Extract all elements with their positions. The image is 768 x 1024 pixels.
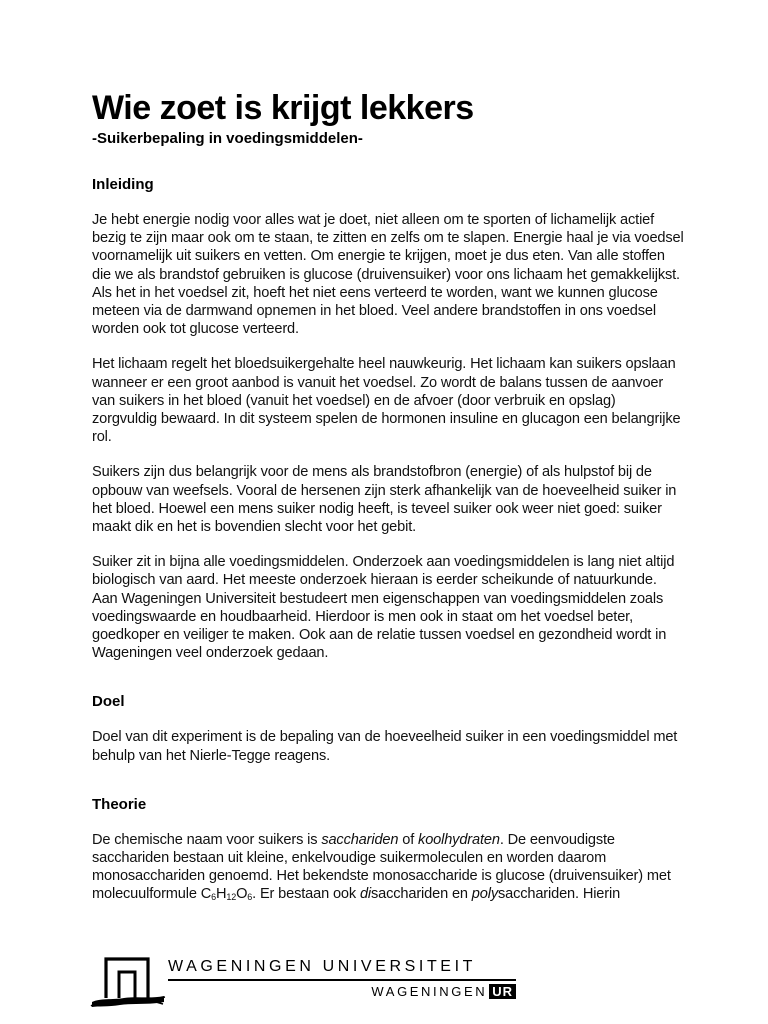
emphasis-koolhydraten: koolhydraten bbox=[418, 831, 500, 848]
section-heading-inleiding: Inleiding bbox=[92, 176, 154, 193]
footer-logo bbox=[90, 952, 520, 1008]
paragraph: Suiker zit in bijna alle voedingsmiddelen. Onderzoek aan voedingsmiddelen is lang niet altijd biologisch van aard. Het meeste onderzoek hieraan is eerder scheikunde of natuurkunde. Aan Wageningen Universiteit bestudeert men eigenschappen van voedingsmiddelen zoals voedingswaarde en houdbaarheid. Hierdoor is men ook in staat om het voedsel beter, goedkoper en veiliger te maken. Ook aan de relatie tussen voedsel en gezondheid wordt in Wageningen veel onderzoek gedaan. bbox=[92, 554, 675, 662]
emphasis-di: di bbox=[359, 886, 371, 903]
emphasis-sacchariden: sacchariden bbox=[321, 831, 399, 848]
text-run: De chemische naam voor suikers is bbox=[92, 831, 322, 848]
university-name: WAGENINGEN UNIVERSITEIT bbox=[168, 958, 477, 975]
paragraph-theorie bbox=[92, 831, 684, 904]
text-run: . De eenvoudigste sacchariden bestaan uit kleine, enkelvoudige suikermoleculen en worden daarom monosacchariden genoemd. Het bekendste monosaccharide is glucose (druivensuiker) met molecuulformule C bbox=[92, 831, 671, 903]
paragraph: Het lichaam regelt het bloedsuikergehalte heel nauwkeurig. Het lichaam kan suikers opslaan wanneer er een groot aanbod is vanuit het voedsel. Zo wordt de balans tussen de aanvoer van suikers in het bloed (vanuit het voedsel) en de afvoer (door verbruik en opslag) zorgvuldig bewaard. In dit systeem spelen de hormonen insuline en glucagon een belangrijke rol. bbox=[92, 356, 681, 446]
formula-element: O bbox=[236, 886, 248, 903]
logo-divider bbox=[168, 979, 516, 981]
page-subtitle: -Suikerbepaling in voedingsmiddelen- bbox=[92, 130, 363, 147]
document-body bbox=[92, 88, 684, 904]
wageningen-ur-mark bbox=[371, 984, 516, 999]
section-heading-theorie: Theorie bbox=[92, 795, 147, 813]
emphasis-poly: poly bbox=[471, 886, 498, 903]
formula-element: H bbox=[215, 886, 227, 903]
wur-box: UR bbox=[489, 984, 516, 999]
text-run: of bbox=[398, 831, 419, 848]
formula-subscript: 6 bbox=[211, 892, 216, 903]
wur-prefix: WAGENINGEN bbox=[371, 984, 488, 999]
section-heading-doel: Doel bbox=[92, 693, 125, 711]
formula-subscript: 6 bbox=[247, 892, 253, 903]
text-run: sacchariden en bbox=[371, 886, 472, 903]
paragraph: Suikers zijn dus belangrijk voor de mens als brandstofbron (energie) of als hulpstof bij de opbouw van weefsels. Vooral de hersenen zijn sterk afhankelijk van de hoeveelheid suiker in het bloed. Hoewel een mens suiker nodig heeft, is teveel suiker ook weer niet goed: suiker maakt dik en het is bovendien slecht voor het gebit. bbox=[92, 464, 677, 536]
paragraph: Doel van dit experiment is de bepaling van de hoeveelheid suiker in een voedingsmiddel met behulp van het Nierle-Tegge reagens. bbox=[92, 729, 678, 764]
text-run: . Er bestaan ook bbox=[252, 886, 360, 903]
paragraph: Je hebt energie nodig voor alles wat je doet, niet alleen om te sporten of lichamelijk actief bezig te zijn maar ook om te staan, te zitten en zelfs om te slapen. Energie haal je via voedsel voornamelijk uit suikers en vetten. Om energie te krijgen, moet je dus eten. Van alle stoffen die we als brandstof gebruiken is glucose (druivensuiker) voor ons lichaam het gemakkelijkst. Als het in het voedsel zit, hoeft het niet eens verteerd te worden, want we kunnen glucose meteen via de darmwand opnemen in het bloed. Veel andere brandstoffen in ons voedsel worden ook tot glucose verteerd. bbox=[92, 212, 684, 338]
text-run: sacchariden. Hierin bbox=[497, 886, 621, 903]
wageningen-logo-icon bbox=[90, 952, 166, 1008]
page-title: Wie zoet is krijgt lekkers bbox=[92, 89, 474, 127]
formula-subscript: 12 bbox=[226, 892, 237, 903]
